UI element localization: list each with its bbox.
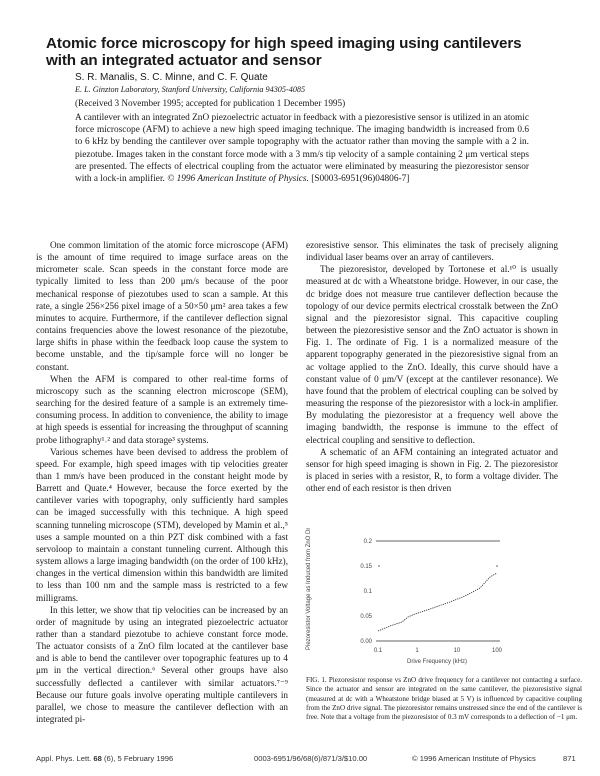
paragraph: One common limitation of the atomic force microscope (AFM) is the amount of time required to image surface areas on the micrometer scale. Scan speeds in the constant force mode are typically limited to less than 200 μm/s because of the poor mechanical response of piezotubes used to scan a sample. At this rate, a single 256×256 pixel image of a 50×50 μm² area takes a few minutes to acquire. Furthermore, if the cantilever deflection signal contains frequencies above the lowest resonance of the piezotube, large shifts in phase within the feedback loop cause the system to become unstable, and the tip/sample force will no longer be constant. — [36, 240, 288, 372]
svg-text:10: 10 — [453, 648, 461, 654]
paragraph: The piezoresistor, developed by Tortonese et al.¹⁰ is usually measured at dc with a Wheatstone bridge. However, in our case, the dc bridge does not measure true cantilever deflection because the topology of our device permits electrical crosstalk between the ZnO signal and the piezoresistor signal. This capacitive coupling between the piezoresistive sensor and the ZnO actuator is shown in Fig. 1. The ordinate of Fig. 1 is a normalized measure of the apparent topography generated in the piezoresistive signal from an ac voltage applied to the ZnO. Ideally, this curve should have a constant value of 0 μm/V (except at the cantilever resonance). We have found that the problem of electrical coupling can be solved by measuring the response of the piezoresistor with a lock-in amplifier. By modulating the piezoresistor at a frequency well above the imaging bandwidth, the response is immune to the effect of electrical coupling and sensitive to deflection. — [306, 264, 558, 445]
svg-text:0.2: 0.2 — [363, 539, 372, 545]
svg-text:0.15: 0.15 — [360, 564, 372, 570]
svg-text:0.1: 0.1 — [363, 589, 372, 595]
journal-citation: Appl. Phys. Lett. 68 (6), 5 February 1996 — [36, 754, 174, 763]
paragraph: Various schemes have been devised to address the problem of speed. For example, high speed images with tip velocities greater than 1 mm/s have been produced in the constant height mode by Barrett and Quate.⁴ However, because the force exerted by the cantilever varies with topography, only sufficiently hard samples can be imaged successfully with this technique. A high speed scanning tunneling microscope (STM), developed by Mamin et al.,⁵ uses a sample mounted on a thin PZT disk combined with a fast servoloop to maintain a constant tunneling current. Although this system allows a large imaging bandwidth (on the order of 100 kHz), changes in the vertical dimension within this bandwidth are limited to less than 100 nm and the sample mass is restricted to a few milligrams. — [36, 446, 288, 603]
x-axis-label: Drive Frequency (kHz) — [406, 659, 468, 665]
paragraph: When the AFM is compared to other real-time forms of microscopy such as the scanning electron microscope (SEM), searching for the desired feature of a sample is an extremely time-consuming process. In addition to convenience, the ability to image at high speeds is essential for increasing the throughput of scanning probe lithography¹˒² and data storage³ systems. — [36, 373, 288, 445]
svg-text:0.1: 0.1 — [373, 648, 383, 654]
y-axis-label: Piezoresistor Voltage as Induced from ZnO Drive (mV/V) — [306, 528, 312, 650]
page-number: 871 — [563, 754, 576, 763]
paragraph: In this letter, we show that tip velocities can be increased by an order of magnitude by using an integrated piezoelectric actuator rather than a standard piezotube to achieve constant force mode. The actuator consists of a ZnO film located at the cantilever base and is able to bend the cantilever over topographic features up to 4 μm in the vertical direction.⁶ Several other groups have also successfully deflected a cantilever with similar actuators.⁷⁻⁹ Because our future goals involve operating multiple cantilevers in parallel, we chose to measure the cantilever deflection with an integrated pi- — [36, 604, 288, 725]
volume: 68 — [93, 754, 102, 763]
y-tick-labels — [360, 539, 372, 645]
paragraph: ezoresistive sensor. This eliminates the task of precisely aligning individual laser beams over an array of cantilevers. — [306, 240, 558, 263]
footer-copyright: © 1996 American Institute of Physics — [412, 754, 536, 763]
svg-text:0.00: 0.00 — [360, 639, 372, 645]
body-column-left — [36, 239, 288, 725]
body-column-right — [306, 239, 558, 494]
abstract-text: A cantilever with an integrated ZnO piezoelectric actuator in feedback with a piezoresistive sensor is utilized in an atomic force microscope (AFM) to achieve a new high speed imaging technique. The imaging bandwidth is increased from 0.6 to 6 kHz by bending the cantilever over sample topography with the actuator rather than moving the sample with a 2 in. piezotube. Images taken in the constant force mode with a 3 mm/s tip velocity of a sample containing 2 μm vertical steps are presented. The effects of electrical coupling from the actuator were eliminated by measuring the piezoresistor sensor with a lock-in amplifier. — [75, 113, 529, 185]
article-code: 0003-6951/96/68(6)/871/3/$10.00 — [254, 754, 368, 763]
svg-text:0.05: 0.05 — [360, 614, 372, 620]
received-date: (Received 3 November 1995; accepted for publication 1 December 1995) — [75, 98, 346, 108]
figure-1-chart — [300, 528, 590, 668]
abstract-copyright: © 1996 American Institute of Physics. — [167, 174, 309, 185]
figure-caption: FIG. 1. Piezoresistor response vs ZnO drive frequency for a cantilever not contacting a surface. Since the actuator and sensor are integrated on the same cantilever, the piezoresistive signal (measured at dc with a Wheatstone bridge biased at 5 V) is influenced by capacitive coupling from the ZnO drive signal. The piezoresistor remains unstressed since the end of the cantilever is free. Note that a voltage from the piezoresistor of 0.3 mV corresponds to a deflection of −1 μm. — [306, 676, 582, 722]
paper-title — [46, 35, 566, 69]
data-series-line — [378, 573, 497, 631]
paragraph: A schematic of an AFM containing an integrated actuator and sensor for high speed imaging is shown in Fig. 2. The piezoresistor is placed in series with a resistor, R, to form a voltage divider. The other end of each resistor is then driven — [306, 446, 558, 494]
line-chart — [300, 528, 590, 668]
title-line-2: with an integrated actuator and sensor — [46, 52, 322, 69]
affiliation: E. L. Ginzton Laboratory, Stanford University, California 94305-4085 — [75, 85, 306, 94]
title-line-1: Atomic force microscopy for high speed imaging using cantilevers — [46, 35, 522, 52]
svg-text:100: 100 — [491, 648, 503, 654]
abstract — [75, 112, 529, 185]
svg-text:1: 1 — [415, 648, 419, 654]
abstract-doi: [S0003-6951(96)04806-7] — [311, 174, 410, 185]
authors: S. R. Manalis, S. C. Minne, and C. F. Quate — [75, 72, 268, 83]
x-tick-labels — [374, 648, 503, 654]
